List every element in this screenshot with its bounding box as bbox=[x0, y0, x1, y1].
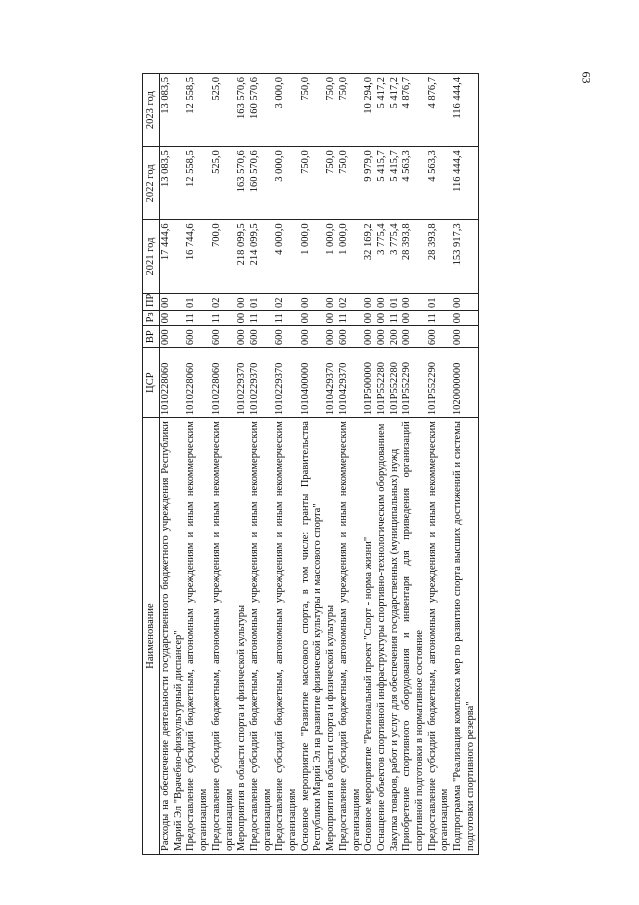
cell-pr: 02 bbox=[211, 293, 236, 310]
cell-rz: 00 bbox=[363, 311, 376, 326]
cell-y2023: 750,0 bbox=[300, 74, 325, 147]
cell-rz: 00 bbox=[160, 311, 186, 326]
cell-y2021: 4 000,0 bbox=[274, 220, 299, 293]
table-row bbox=[185, 74, 210, 855]
cell-y2021: 28 393,8 bbox=[427, 220, 452, 293]
header-2021: 2021 год bbox=[143, 220, 160, 293]
cell-pr: 00 bbox=[325, 293, 338, 310]
cell-csr: 101P500000 bbox=[363, 348, 376, 418]
cell-y2022: 750,0 bbox=[338, 147, 363, 220]
cell-name: Расходы на обеспечение деятельности государственного бюджетного учреждения Республики Марий Эл "Врачебно-физкультурный диспансер" bbox=[160, 418, 186, 855]
cell-name: Мероприятия в области спорта и физической культуры bbox=[236, 418, 249, 855]
cell-y2022: 3 000,0 bbox=[274, 147, 299, 220]
cell-pr: 02 bbox=[274, 293, 299, 310]
cell-y2022: 9 979,0 bbox=[363, 147, 376, 220]
cell-csr: 1010400000 bbox=[300, 348, 325, 418]
cell-pr: 00 bbox=[160, 293, 186, 310]
cell-y2023: 10 294,0 bbox=[363, 74, 376, 147]
cell-name: Закупка товаров, работ и услуг для обеспечения государственных (муниципальных) нужд bbox=[389, 418, 402, 855]
cell-y2022: 163 570,6 bbox=[236, 147, 249, 220]
table-row bbox=[452, 74, 478, 855]
cell-y2023: 750,0 bbox=[325, 74, 338, 147]
page-number: 63 bbox=[579, 71, 594, 84]
cell-pr: 00 bbox=[236, 293, 249, 310]
table-row bbox=[274, 74, 299, 855]
cell-pr: 00 bbox=[376, 293, 389, 310]
table-row bbox=[249, 74, 274, 855]
cell-y2023: 3 000,0 bbox=[274, 74, 299, 147]
table-row bbox=[389, 74, 402, 855]
cell-y2023: 116 444,4 bbox=[452, 74, 478, 147]
cell-pr: 01 bbox=[389, 293, 402, 310]
cell-y2023: 163 570,6 bbox=[236, 74, 249, 147]
cell-vr: 600 bbox=[211, 326, 236, 348]
cell-rz: 11 bbox=[427, 311, 452, 326]
cell-y2023: 4 876,7 bbox=[401, 74, 426, 147]
cell-rz: 00 bbox=[376, 311, 389, 326]
cell-name: Основное мероприятие "Региональный проект "Спорт - норма жизни" bbox=[363, 418, 376, 855]
table-row bbox=[160, 74, 186, 855]
table-row bbox=[236, 74, 249, 855]
cell-csr: 101P552280 bbox=[389, 348, 402, 418]
cell-y2021: 153 917,3 bbox=[452, 220, 478, 293]
table-row bbox=[376, 74, 389, 855]
cell-pr: 01 bbox=[185, 293, 210, 310]
cell-vr: 000 bbox=[363, 326, 376, 348]
cell-csr: 101P552280 bbox=[376, 348, 389, 418]
cell-csr: 1010228060 bbox=[211, 348, 236, 418]
cell-vr: 600 bbox=[185, 326, 210, 348]
cell-vr: 000 bbox=[160, 326, 186, 348]
cell-rz: 00 bbox=[401, 311, 426, 326]
cell-name: Предоставление субсидий бюджетным, автономным учреждениям и иным некоммерческим организациям bbox=[211, 418, 236, 855]
table-row bbox=[427, 74, 452, 855]
cell-y2023: 4 876,7 bbox=[427, 74, 452, 147]
cell-y2022: 750,0 bbox=[325, 147, 338, 220]
cell-rz: 11 bbox=[274, 311, 299, 326]
budget-table bbox=[142, 73, 479, 855]
cell-y2021: 214 099,5 bbox=[249, 220, 274, 293]
cell-y2022: 160 570,6 bbox=[249, 147, 274, 220]
cell-pr: 00 bbox=[363, 293, 376, 310]
cell-rz: 11 bbox=[338, 311, 363, 326]
table-row bbox=[401, 74, 426, 855]
header-pr: ПР bbox=[143, 293, 160, 310]
cell-y2022: 5 415,7 bbox=[376, 147, 389, 220]
cell-y2023: 5 417,2 bbox=[376, 74, 389, 147]
cell-csr: 1010429370 bbox=[338, 348, 363, 418]
header-csr: ЦСР bbox=[143, 348, 160, 418]
cell-rz: 00 bbox=[325, 311, 338, 326]
cell-y2021: 3 775,4 bbox=[389, 220, 402, 293]
cell-name: Предоставление субсидий бюджетным, автономным учреждениям и иным некоммерческим организациям bbox=[338, 418, 363, 855]
table-header-row bbox=[143, 74, 160, 855]
header-vr: ВР bbox=[143, 326, 160, 348]
cell-vr: 000 bbox=[325, 326, 338, 348]
cell-pr: 01 bbox=[249, 293, 274, 310]
cell-csr: 1010228060 bbox=[160, 348, 186, 418]
cell-pr: 00 bbox=[300, 293, 325, 310]
cell-rz: 11 bbox=[185, 311, 210, 326]
cell-csr: 1010228060 bbox=[185, 348, 210, 418]
cell-vr: 000 bbox=[236, 326, 249, 348]
cell-y2021: 1 000,0 bbox=[325, 220, 338, 293]
header-name: Наименование bbox=[143, 418, 160, 855]
cell-rz: 11 bbox=[249, 311, 274, 326]
cell-y2022: 13 083,5 bbox=[160, 147, 186, 220]
cell-name: Основное мероприятие "Развитие массового спорта, в том числе: гранты Правительства Республики Марий Эл на развитие физической культуры и массового спорта" bbox=[300, 418, 325, 855]
table-row bbox=[325, 74, 338, 855]
cell-csr: 1010229370 bbox=[249, 348, 274, 418]
cell-rz: 00 bbox=[452, 311, 478, 326]
cell-y2021: 17 444,6 bbox=[160, 220, 186, 293]
cell-pr: 00 bbox=[452, 293, 478, 310]
cell-vr: 600 bbox=[338, 326, 363, 348]
cell-vr: 200 bbox=[389, 326, 402, 348]
cell-y2021: 700,0 bbox=[211, 220, 236, 293]
cell-csr: 101P552290 bbox=[427, 348, 452, 418]
cell-name: Предоставление субсидий бюджетным, автономным учреждениям и иным некоммерческим организациям bbox=[427, 418, 452, 855]
cell-vr: 000 bbox=[452, 326, 478, 348]
cell-vr: 000 bbox=[401, 326, 426, 348]
cell-y2022: 12 558,5 bbox=[185, 147, 210, 220]
cell-vr: 000 bbox=[376, 326, 389, 348]
cell-y2022: 5 415,7 bbox=[389, 147, 402, 220]
cell-name: Оснащение объектов спортивной инфраструктуры спортивно-технологическим оборудованием bbox=[376, 418, 389, 855]
cell-y2023: 13 083,5 bbox=[160, 74, 186, 147]
cell-pr: 01 bbox=[427, 293, 452, 310]
cell-name: Подпрограмма "Реализация комплекса мер по развитию спорта высших достижений и системы подготовки спортивного резерва" bbox=[452, 418, 478, 855]
header-2022: 2022 год bbox=[143, 147, 160, 220]
cell-y2021: 218 099,5 bbox=[236, 220, 249, 293]
cell-vr: 600 bbox=[274, 326, 299, 348]
cell-y2023: 12 558,5 bbox=[185, 74, 210, 147]
header-rz: Рз bbox=[143, 311, 160, 326]
cell-name: Предоставление субсидий бюджетным, автономным учреждениям и иным некоммерческим организациям bbox=[185, 418, 210, 855]
cell-name: Предоставление субсидий бюджетным, автономным учреждениям и иным некоммерческим организациям bbox=[249, 418, 274, 855]
cell-y2023: 160 570,6 bbox=[249, 74, 274, 147]
cell-y2022: 750,0 bbox=[300, 147, 325, 220]
cell-y2021: 3 775,4 bbox=[376, 220, 389, 293]
cell-csr: 1020000000 bbox=[452, 348, 478, 418]
cell-y2022: 4 563,3 bbox=[401, 147, 426, 220]
cell-pr: 02 bbox=[338, 293, 363, 310]
cell-vr: 000 bbox=[300, 326, 325, 348]
table-row bbox=[211, 74, 236, 855]
table-row bbox=[300, 74, 325, 855]
table-body bbox=[160, 74, 479, 855]
cell-y2021: 28 393,8 bbox=[401, 220, 426, 293]
cell-y2023: 525,0 bbox=[211, 74, 236, 147]
cell-y2021: 1 000,0 bbox=[300, 220, 325, 293]
cell-rz: 00 bbox=[236, 311, 249, 326]
cell-rz: 11 bbox=[389, 311, 402, 326]
cell-name: Приобретение спортивного оборудования и инвентаря для приведения организаций спортивной подготовки в нормативное состояние bbox=[401, 418, 426, 855]
cell-y2023: 750,0 bbox=[338, 74, 363, 147]
rotated-page bbox=[142, 73, 479, 855]
table-row bbox=[363, 74, 376, 855]
cell-vr: 600 bbox=[249, 326, 274, 348]
cell-y2023: 5 417,2 bbox=[389, 74, 402, 147]
table-row bbox=[338, 74, 363, 855]
cell-y2022: 525,0 bbox=[211, 147, 236, 220]
cell-pr: 00 bbox=[401, 293, 426, 310]
header-2023: 2023 год bbox=[143, 74, 160, 147]
cell-csr: 1010429370 bbox=[325, 348, 338, 418]
cell-rz: 11 bbox=[211, 311, 236, 326]
cell-y2022: 116 444,4 bbox=[452, 147, 478, 220]
cell-rz: 00 bbox=[300, 311, 325, 326]
cell-name: Предоставление субсидий бюджетным, автономным учреждениям и иным некоммерческим организациям bbox=[274, 418, 299, 855]
cell-vr: 600 bbox=[427, 326, 452, 348]
cell-y2022: 4 563,3 bbox=[427, 147, 452, 220]
cell-name: Мероприятия в области спорта и физической культуры bbox=[325, 418, 338, 855]
cell-y2021: 32 169,2 bbox=[363, 220, 376, 293]
cell-csr: 101P552290 bbox=[401, 348, 426, 418]
cell-y2021: 16 744,6 bbox=[185, 220, 210, 293]
cell-csr: 1010229370 bbox=[236, 348, 249, 418]
cell-csr: 1010229370 bbox=[274, 348, 299, 418]
cell-y2021: 1 000,0 bbox=[338, 220, 363, 293]
